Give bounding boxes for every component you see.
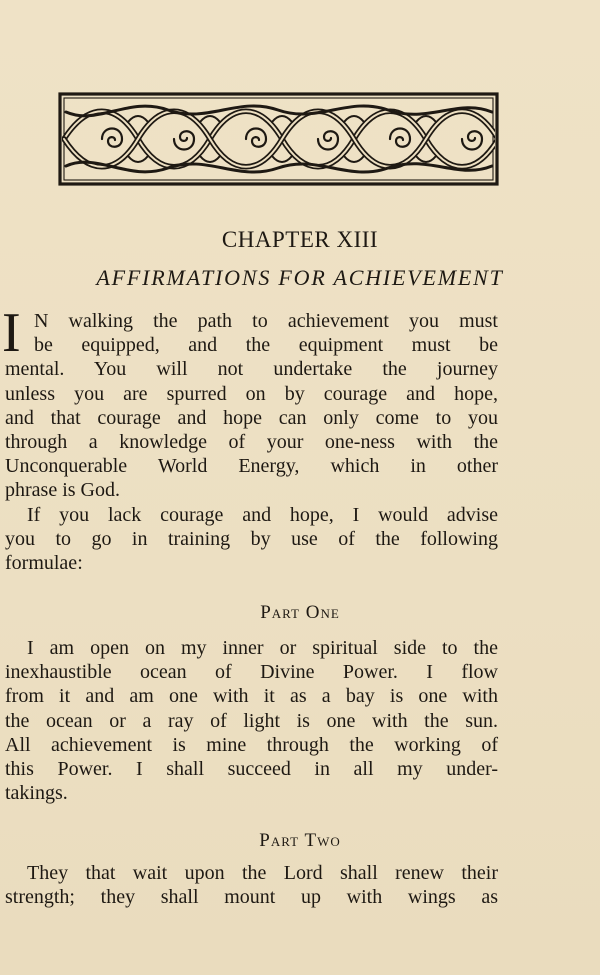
text-line: phrase is God. xyxy=(5,479,120,502)
text-line: takings. xyxy=(5,782,68,805)
text-line: N walking the path to achievement you must xyxy=(34,310,498,332)
text-line: inexhaustible ocean of Divine Power. I flow xyxy=(5,661,498,684)
text-line: mental. You will not undertake the journey xyxy=(5,358,498,381)
section-heading-part-two: Part Two xyxy=(259,830,341,851)
part-one-paragraph xyxy=(5,636,498,805)
text-line: All achievement is mine through the working of xyxy=(5,733,498,756)
text-line: through a knowledge of your one-ness with the xyxy=(5,430,498,453)
chapter-subtitle: AFFIRMATIONS FOR ACHIEVEMENT xyxy=(96,265,504,290)
text-line: unless you are spurred on by courage and hope, xyxy=(5,382,498,405)
text-line: strength; they shall mount up with wings as xyxy=(5,886,498,909)
section-heading-part-one: Part One xyxy=(260,602,340,623)
drop-cap-paragraph xyxy=(2,302,498,364)
celtic-knot-headpiece-icon xyxy=(58,92,499,186)
intro-paragraphs xyxy=(2,302,498,575)
text-line: If you lack courage and hope, I would advise xyxy=(27,503,498,526)
text-line: I am open on my inner or spiritual side to the xyxy=(27,637,498,659)
text-line: formulae: xyxy=(5,551,83,574)
text-line: this Power. I shall succeed in all my under- xyxy=(5,757,498,780)
drop-cap-letter: I xyxy=(2,302,21,364)
text-line: be equipped, and the equipment must be xyxy=(34,334,498,357)
chapter-number: CHAPTER XIII xyxy=(221,227,379,252)
text-line: They that wait upon the Lord shall renew their xyxy=(27,862,498,884)
text-line: you to go in training by use of the following xyxy=(5,527,498,550)
text-line: from it and am one with it as a bay is one with xyxy=(5,685,498,708)
text-line: Unconquerable World Energy, which in other xyxy=(5,455,498,478)
text-line: the ocean or a ray of light is one with the sun. xyxy=(5,709,498,732)
text-line: and that courage and hope can only come to you xyxy=(5,406,498,429)
part-two-paragraph xyxy=(5,861,498,909)
